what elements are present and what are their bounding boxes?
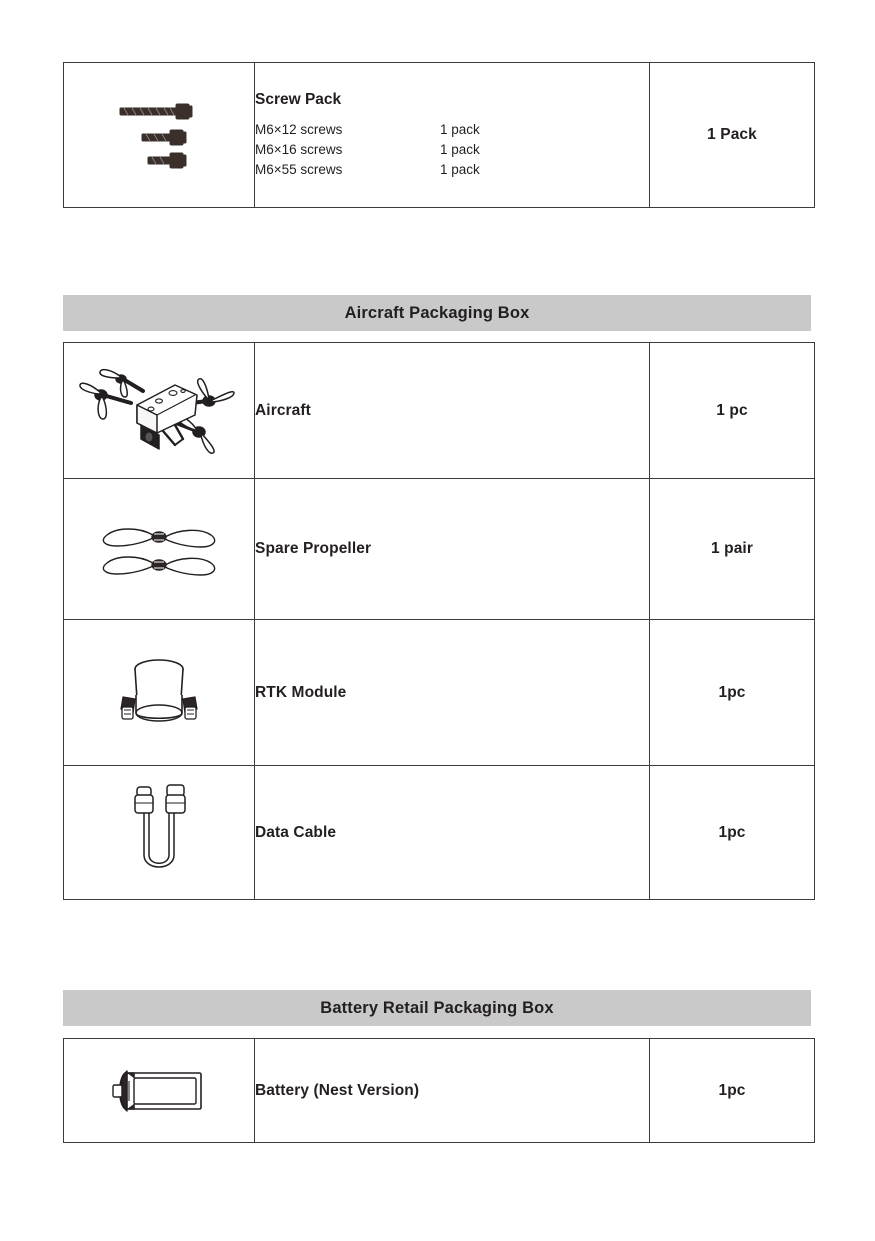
item-title: Spare Propeller [255,540,372,557]
table-row [64,766,815,900]
section-header-label: Battery Retail Packaging Box [320,998,554,1017]
rtk-module-icon [64,647,254,739]
description-cell [255,620,650,766]
screw-qty: 1 pack [440,141,480,157]
data-cable-icon [64,781,254,885]
screw-name: M6×12 screws [255,121,343,137]
table-row [64,620,815,766]
screw-pack-table [63,62,815,208]
battery-packaging-table [63,1038,815,1143]
screw-name: M6×55 screws [255,161,343,177]
screws-icon [64,95,254,175]
description-cell [255,766,650,900]
description-cell [255,1039,650,1143]
icon-cell [64,766,255,900]
item-title: Data Cable [255,823,337,841]
icon-cell [64,1039,255,1143]
item-title: Screw Pack [255,90,342,108]
screw-sublist [255,120,649,180]
table-row [64,63,815,208]
list-item [255,160,649,180]
quantity-cell: 1 Pack [650,63,815,208]
quantity-cell: 1 pair [650,479,815,620]
drone-icon [64,359,254,463]
battery-icon [64,1059,254,1123]
table-row [64,1039,815,1143]
icon-cell [64,479,255,620]
aircraft-packaging-table [63,342,815,900]
table-row [64,343,815,479]
item-title: Aircraft [255,401,311,419]
screw-name: M6×16 screws [255,141,343,157]
icon-cell [64,620,255,766]
description-cell [255,479,650,620]
item-title: Battery (Nest Version) [255,1081,420,1099]
section-header-label: Aircraft Packaging Box [344,303,530,322]
item-title: RTK Module [255,683,347,701]
description-cell [255,343,650,479]
list-item [255,120,649,140]
section-header-aircraft [63,295,811,331]
icon-cell [64,63,255,208]
description-cell [255,63,650,208]
section-header-battery [63,990,811,1026]
quantity-cell: 1pc [650,620,815,766]
table-row [64,479,815,620]
screw-qty: 1 pack [440,121,480,137]
icon-cell [64,343,255,479]
quantity-cell: 1pc [650,1039,815,1143]
quantity-cell: 1pc [650,766,815,900]
propeller-icon [64,513,254,585]
screw-qty: 1 pack [440,161,480,177]
quantity-cell: 1 pc [650,343,815,479]
list-item [255,140,649,160]
